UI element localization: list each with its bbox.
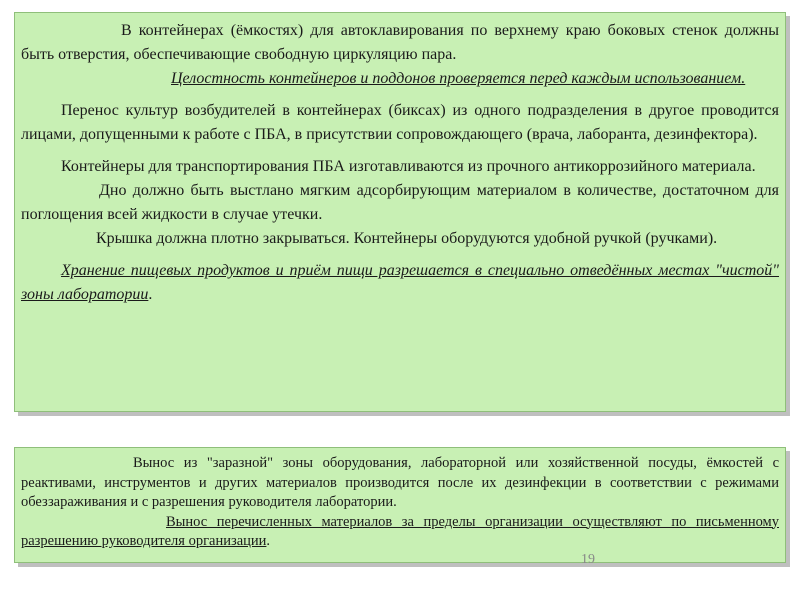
paragraph-containers: Контейнеры для транспортирования ПБА изготавливаются из прочного антикоррозийного материала.	[61, 158, 756, 175]
paragraph-permission	[21, 513, 779, 552]
paragraph-lid: Крышка должна плотно закрываться. Контейнеры оборудуются удобной ручкой (ручками).	[96, 230, 718, 247]
food-end: .	[148, 286, 153, 303]
text-box-removal	[14, 447, 786, 563]
permission-end: .	[266, 533, 271, 549]
food-text: Хранение пищевых продуктов и приём пищи разрешается в специально отведённых местах "чистой" зоны лаборатории	[21, 262, 779, 303]
paragraph-integrity	[21, 67, 779, 91]
integrity-text: Целостность контейнеров и поддонов проверяется перед каждым использованием.	[171, 70, 746, 87]
text-box-main	[14, 12, 786, 412]
paragraph-transfer: Перенос культур возбудителей в контейнерах (биксах) из одного подразделения в другое проводится лицами, допущенными к работе с ПБА, в присутствии сопровождающего (врача, лаборанта, дезинфектора).	[21, 102, 779, 143]
page-number: 19	[581, 552, 595, 567]
paragraph-removal: Вынос из "заразной" зоны оборудования, лабораторной или хозяйственной посуды, ёмкостей с реактивами, инструментов и других материалов производится после их дезинфекции в соответствии с режимами обеззараживания и с разрешения руководителя лаборатории.	[21, 455, 779, 510]
paragraph-bottom: Дно должно быть выстлано мягким адсорбирующим материалом в количестве, достаточном для поглощения всей жидкости в случае утечки.	[21, 182, 779, 223]
paragraph-food	[21, 259, 779, 307]
permission-text: Вынос перечисленных материалов за пределы организации осуществляют по письменному разрешению руководителя организации	[21, 513, 779, 549]
paragraph-autoclave: В контейнерах (ёмкостях) для автоклавирования по верхнему краю боковых стенок должны быть отверстия, обеспечивающие свободную циркуляцию пара.	[21, 22, 779, 63]
